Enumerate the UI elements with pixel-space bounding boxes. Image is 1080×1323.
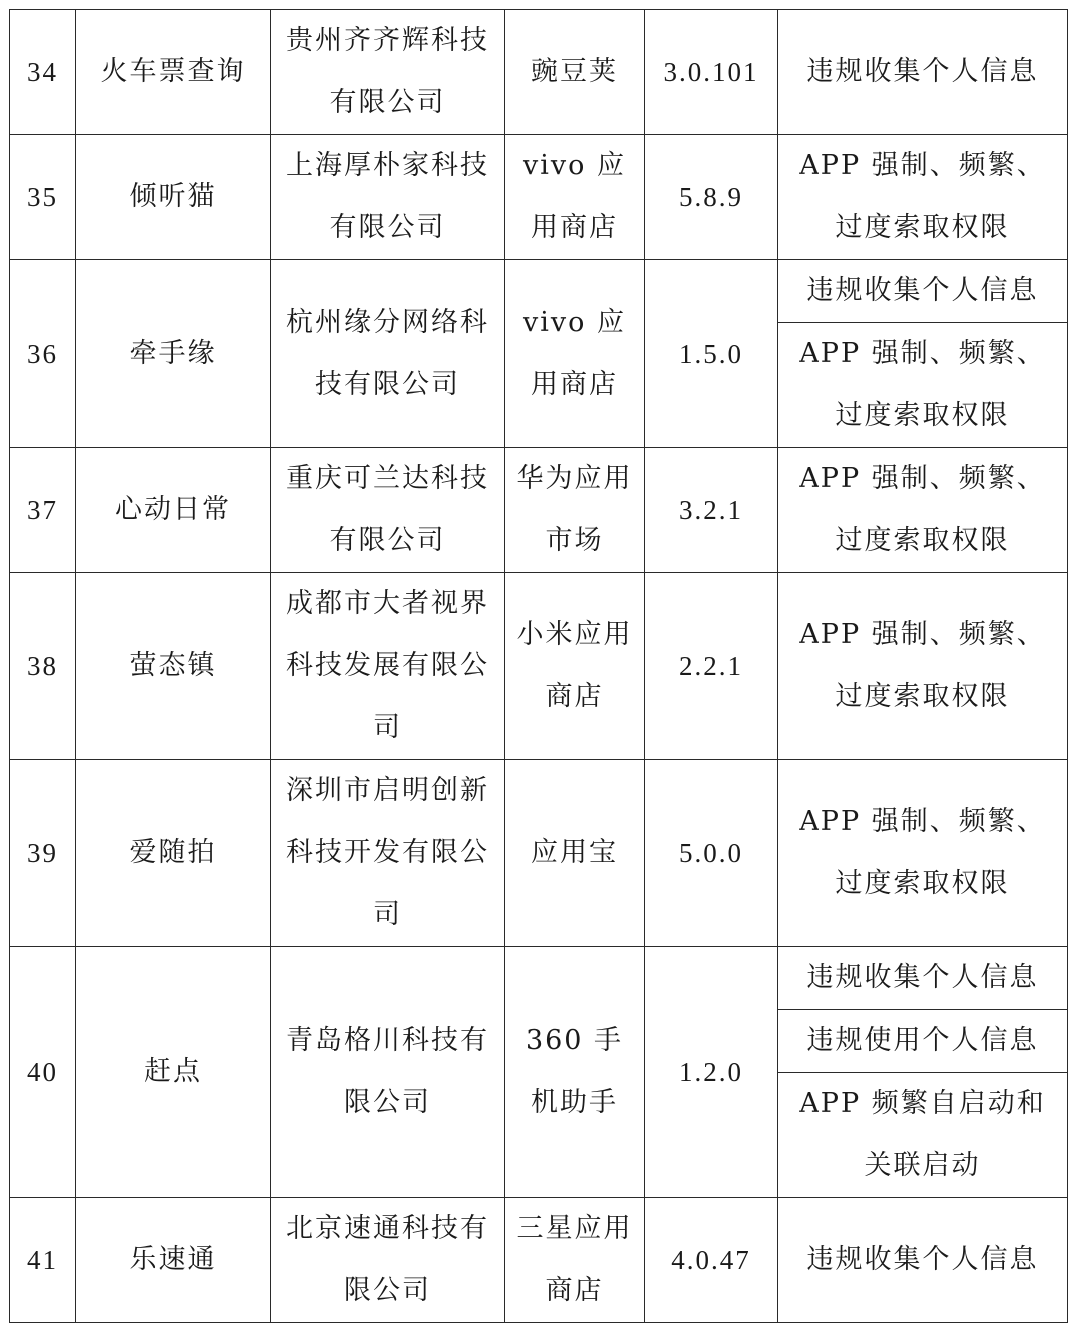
table-row <box>10 1198 1068 1323</box>
app-name: 萤态镇 <box>76 573 271 760</box>
issue-cell: APP 强制、频繁、过度索取权限 <box>778 760 1068 947</box>
app-store: 360 手机助手 <box>505 947 645 1198</box>
app-store: 豌豆荚 <box>505 10 645 135</box>
app-version: 3.0.101 <box>645 10 778 135</box>
app-name: 心动日常 <box>76 448 271 573</box>
company-name: 成都市大者视界科技发展有限公司 <box>271 573 505 760</box>
app-version: 1.2.0 <box>645 947 778 1198</box>
row-number: 40 <box>10 947 76 1198</box>
issue-cell: APP 频繁自启动和关联启动 <box>778 1073 1068 1198</box>
app-store: 华为应用市场 <box>505 448 645 573</box>
issue-cell: 违规收集个人信息 <box>778 947 1068 1010</box>
row-number: 37 <box>10 448 76 573</box>
issue-cell: APP 强制、频繁、过度索取权限 <box>778 448 1068 573</box>
issue-cell: 违规收集个人信息 <box>778 260 1068 323</box>
issue-cell: APP 强制、频繁、过度索取权限 <box>778 323 1068 448</box>
table-row <box>10 10 1068 135</box>
company-name: 贵州齐齐辉科技有限公司 <box>271 10 505 135</box>
app-version: 5.8.9 <box>645 135 778 260</box>
app-version: 1.5.0 <box>645 260 778 448</box>
app-store: vivo 应用商店 <box>505 260 645 448</box>
app-version: 3.2.1 <box>645 448 778 573</box>
table-row <box>10 760 1068 947</box>
app-name: 乐速通 <box>76 1198 271 1323</box>
table-row <box>10 260 1068 323</box>
app-store: 三星应用商店 <box>505 1198 645 1323</box>
table-row <box>10 448 1068 573</box>
company-name: 深圳市启明创新科技开发有限公司 <box>271 760 505 947</box>
row-number: 41 <box>10 1198 76 1323</box>
app-name: 火车票查询 <box>76 10 271 135</box>
row-number: 36 <box>10 260 76 448</box>
company-name: 杭州缘分网络科技有限公司 <box>271 260 505 448</box>
issue-cell: APP 强制、频繁、过度索取权限 <box>778 135 1068 260</box>
app-version: 2.2.1 <box>645 573 778 760</box>
company-name: 上海厚朴家科技有限公司 <box>271 135 505 260</box>
row-number: 35 <box>10 135 76 260</box>
app-store: 应用宝 <box>505 760 645 947</box>
app-name: 牵手缘 <box>76 260 271 448</box>
app-name: 爱随拍 <box>76 760 271 947</box>
table-row <box>10 573 1068 760</box>
app-store: vivo 应用商店 <box>505 135 645 260</box>
company-name: 青岛格川科技有限公司 <box>271 947 505 1198</box>
row-number: 39 <box>10 760 76 947</box>
app-version: 4.0.47 <box>645 1198 778 1323</box>
table-row <box>10 947 1068 1010</box>
issue-cell: 违规收集个人信息 <box>778 10 1068 135</box>
app-name: 倾听猫 <box>76 135 271 260</box>
row-number: 38 <box>10 573 76 760</box>
app-store: 小米应用商店 <box>505 573 645 760</box>
violations-table <box>9 9 1068 1323</box>
issue-cell: APP 强制、频繁、过度索取权限 <box>778 573 1068 760</box>
app-name: 赶点 <box>76 947 271 1198</box>
table-row <box>10 135 1068 260</box>
row-number: 34 <box>10 10 76 135</box>
issue-cell: 违规使用个人信息 <box>778 1010 1068 1073</box>
app-version: 5.0.0 <box>645 760 778 947</box>
issue-cell: 违规收集个人信息 <box>778 1198 1068 1323</box>
company-name: 重庆可兰达科技有限公司 <box>271 448 505 573</box>
company-name: 北京速通科技有限公司 <box>271 1198 505 1323</box>
